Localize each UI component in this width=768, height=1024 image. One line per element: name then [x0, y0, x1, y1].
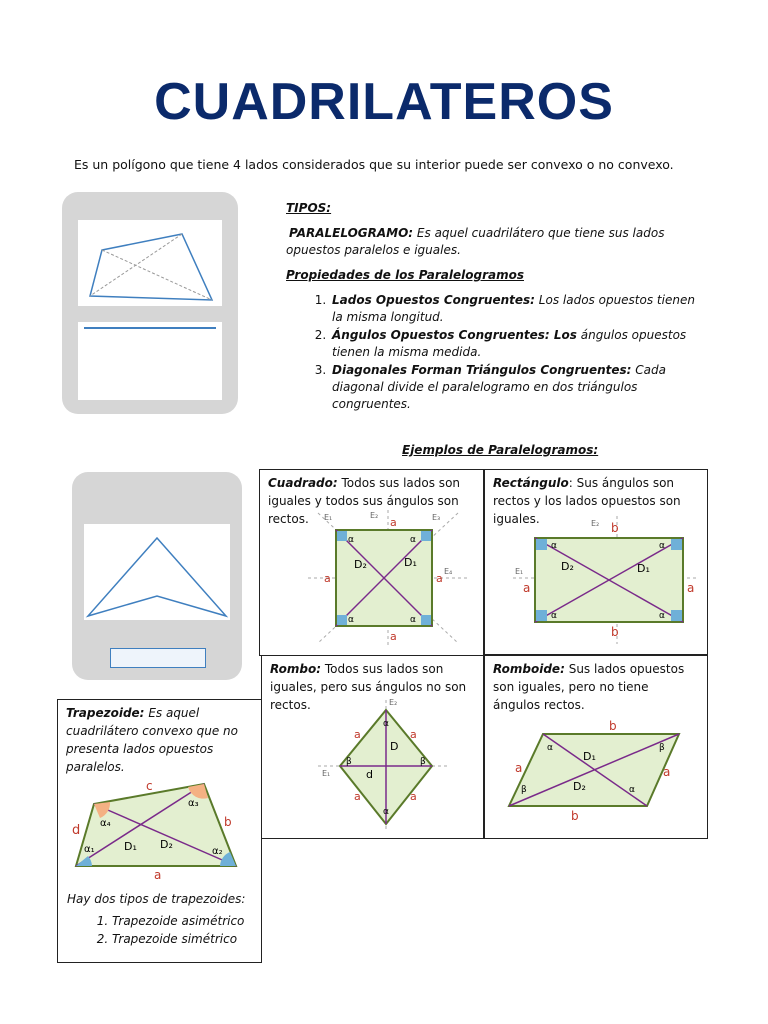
rombo-label-D: D [390, 740, 399, 753]
trapezoide-text: Es aquel cuadrilátero convexo que no presenta lados opuestos paralelos. [66, 706, 238, 774]
rectangulo-box [484, 469, 708, 655]
paralelogramo-def: Es aquel cuadrilátero que tiene sus lados opuestos paralelos e iguales. [286, 226, 665, 257]
convex-elements [78, 322, 222, 400]
romboide-alpha: α [629, 785, 635, 795]
trapezoide-alpha-2: α₂ [212, 846, 223, 857]
propiedad-item: 3. Diagonales Forman Triángulos Congruentes: Cada diagonal divide el paralelogramo en dos triángulos congruentes. [330, 362, 706, 413]
rectangulo-label-d1: D₁ [637, 562, 650, 575]
tipos-section [286, 200, 706, 414]
romboide-beta: β [659, 743, 665, 753]
tipos-heading: TIPOS: [286, 201, 332, 215]
trapezoide-label-a: a [154, 868, 162, 882]
cuadrado-label-a-bottom: a [390, 630, 397, 643]
convex-formula [84, 327, 216, 329]
romboide-diagram [499, 716, 699, 834]
romboide-term: Romboide: [493, 662, 565, 676]
romboide-label-b-top: b [609, 719, 617, 733]
cuadrado-alpha: α [348, 535, 354, 545]
cuadrado-alpha: α [348, 615, 354, 625]
rombo-diagram [314, 696, 454, 836]
romboide-alpha: α [547, 743, 553, 753]
rectangulo-label-a-right: a [687, 581, 695, 595]
rectangulo-label-d2: D₂ [561, 560, 574, 573]
cuadrado-alpha: α [410, 615, 416, 625]
romboide-label-b-bottom: b [571, 809, 579, 823]
romboide-text: Sus lados opuestos son iguales, pero no tiene ángulos rectos. [493, 662, 685, 712]
romboide-label-a-left: a [515, 761, 523, 775]
rectangulo-diagram [509, 516, 699, 644]
rombo-alpha: α [383, 807, 389, 817]
romboide-box [484, 655, 708, 839]
cuadrado-e2: E₂ [370, 511, 379, 520]
trapezoide-tipo-item: 2. Trapezoide simétrico [112, 930, 292, 948]
cuadrado-diagram [308, 508, 488, 648]
cuadrado-alpha: α [410, 535, 416, 545]
trapezoide-tipos-intro: Hay dos tipos de trapezoides: [67, 892, 246, 906]
ejemplos-heading: Ejemplos de Paralelogramos: [402, 443, 599, 457]
rectangulo-alpha: α [551, 541, 557, 551]
rombo-e1: E₁ [322, 769, 331, 778]
rombo-box [261, 655, 484, 839]
trapezoide-label-b: b [224, 815, 232, 829]
propiedades-list [286, 292, 706, 413]
trapezoide-tipos-list [68, 912, 292, 948]
cuadrado-e1: E₁ [324, 513, 333, 522]
rectangulo-e2: E₂ [591, 519, 600, 528]
rectangulo-term: Rectángulo [493, 476, 569, 490]
trapezoide-box [57, 699, 262, 963]
intro-text: Es un polígono que tiene 4 lados considerados que su interior puede ser convexo o no convexo. [74, 157, 674, 172]
trapezoide-alpha-3: α₃ [188, 798, 199, 809]
rectangulo-label-a-left: a [523, 581, 531, 595]
cuadrado-label-d2: D₂ [354, 558, 367, 571]
convex-card [62, 192, 238, 414]
rectangulo-e1: E₁ [515, 567, 524, 576]
cuadrado-term: Cuadrado: [268, 476, 338, 490]
rombo-label-a: a [354, 790, 361, 803]
rombo-label-a: a [410, 728, 417, 741]
trapezoide-alpha-1: α₁ [84, 844, 95, 855]
rectangulo-alpha: α [659, 611, 665, 621]
rectangulo-label-b-top: b [611, 521, 619, 535]
convex-diagram [78, 220, 222, 306]
rombo-term: Rombo: [270, 662, 322, 676]
concave-formula [110, 648, 206, 668]
concave-diagram [84, 524, 230, 620]
rombo-beta: β [420, 757, 426, 767]
concave-card [72, 472, 242, 680]
trapezoide-tipo-item: 1. Trapezoide asimétrico [112, 912, 292, 930]
cuadrado-e3: E₃ [432, 513, 441, 522]
trapezoide-term: Trapezoide: [66, 706, 145, 720]
trapezoide-label-c: c [146, 779, 153, 793]
rombo-label-d: d [366, 768, 373, 781]
trapezoide-alpha-4: α₄ [100, 818, 111, 829]
trapezoide-label-d: d [72, 823, 81, 838]
romboide-beta: β [521, 785, 527, 795]
cuadrado-label-a-left: a [324, 572, 331, 585]
romboide-label-d1: D₁ [583, 750, 596, 763]
rectangulo-label-b-bottom: b [611, 625, 619, 639]
propiedades-heading: Propiedades de los Paralelogramos [286, 268, 524, 282]
cuadrado-text: Todos sus lados son iguales y todos sus ángulos son rectos. [268, 476, 461, 526]
cuadrado-box [259, 469, 484, 656]
rombo-text: Todos sus lados son iguales, pero sus ángulos no son rectos. [270, 662, 467, 712]
romboide-label-d2: D₂ [573, 780, 586, 793]
rectangulo-text: : Sus ángulos son rectos y los lados opuestos son iguales. [493, 476, 681, 526]
trapezoide-diagram [68, 776, 258, 882]
rectangulo-alpha: α [551, 611, 557, 621]
cuadrado-e4: E₄ [444, 567, 453, 576]
rombo-alpha: α [383, 719, 389, 729]
page-title: CUADRILATEROS [154, 73, 614, 131]
cuadrado-label-a-top: a [390, 516, 397, 529]
romboide-label-a-right: a [663, 765, 671, 779]
trapezoide-label-d2: D₂ [160, 838, 173, 851]
rombo-label-a: a [354, 728, 361, 741]
propiedad-item: 1. Lados Opuestos Congruentes: Los lados opuestos tienen la misma longitud. [330, 292, 706, 326]
rombo-e2: E₂ [389, 698, 398, 707]
propiedad-item: 2. Ángulos Opuestos Congruentes: Los ángulos opuestos tienen la misma medida. [330, 327, 706, 361]
trapezoide-label-d1: D₁ [124, 840, 137, 853]
cuadrado-label-a-right: a [436, 572, 443, 585]
paralelogramo-term: PARALELOGRAMO: [289, 226, 414, 240]
rombo-label-a: a [410, 790, 417, 803]
rectangulo-alpha: α [659, 541, 665, 551]
cuadrado-label-d1: D₁ [404, 556, 417, 569]
rombo-beta: β [346, 757, 352, 767]
